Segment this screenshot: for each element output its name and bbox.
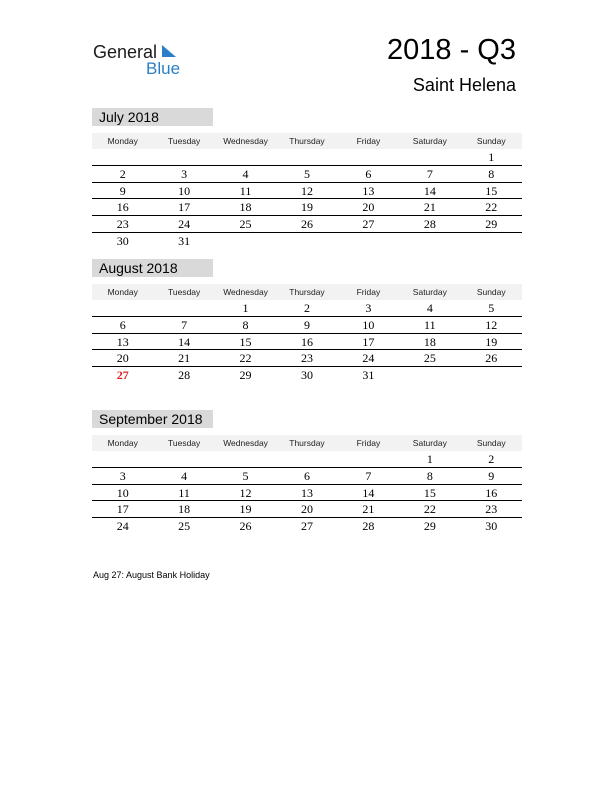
day-cell: 28 bbox=[178, 368, 191, 383]
empty-day-cell bbox=[153, 300, 214, 316]
empty-day-cell bbox=[92, 451, 153, 467]
day-cell: 3 bbox=[365, 301, 372, 315]
logo bbox=[93, 40, 193, 80]
day-cell: 5 bbox=[488, 301, 495, 315]
day-cell: 6 bbox=[119, 317, 126, 332]
day-cell: 20 bbox=[116, 351, 129, 366]
day-cell: 6 bbox=[365, 166, 372, 181]
day-cell: 21 bbox=[362, 502, 375, 517]
day-cell: 9 bbox=[303, 317, 310, 332]
month-august bbox=[92, 259, 522, 384]
day-cell: 4 bbox=[426, 301, 433, 315]
day-cell: 22 bbox=[485, 200, 498, 215]
empty-day-cell bbox=[338, 451, 399, 467]
empty-day-cell bbox=[153, 451, 214, 467]
weekday-tuesday: Tuesday bbox=[167, 136, 201, 146]
day-cell: 19 bbox=[485, 334, 498, 349]
day-cell: 27 bbox=[362, 217, 375, 232]
weekday-saturday: Saturday bbox=[412, 438, 447, 448]
weekday-wednesday: Wednesday bbox=[223, 438, 268, 448]
weekday-saturday: Saturday bbox=[412, 136, 447, 146]
empty-day-cell bbox=[215, 149, 276, 165]
day-cell: 8 bbox=[242, 317, 249, 332]
empty-day-cell bbox=[276, 149, 337, 165]
week-row bbox=[92, 183, 522, 200]
day-cell: 24 bbox=[178, 217, 191, 232]
day-cell: 30 bbox=[300, 368, 313, 383]
day-cell: 9 bbox=[119, 183, 126, 198]
day-cell: 20 bbox=[362, 200, 375, 215]
day-cell: 3 bbox=[181, 166, 188, 181]
day-cell: 31 bbox=[362, 368, 375, 383]
day-cell: 30 bbox=[485, 519, 498, 534]
day-cell: 13 bbox=[300, 485, 313, 500]
day-cell: 2 bbox=[303, 301, 310, 315]
weekday-thursday: Thursday bbox=[289, 287, 325, 297]
day-cell: 5 bbox=[242, 468, 249, 483]
empty-day-cell bbox=[276, 233, 337, 250]
day-cell: 25 bbox=[423, 351, 436, 366]
day-cell: 2 bbox=[119, 166, 126, 181]
month-label: September 2018 bbox=[92, 410, 213, 428]
day-cell: 12 bbox=[485, 317, 498, 332]
day-cell: 17 bbox=[116, 502, 129, 517]
weekday-header bbox=[92, 133, 522, 149]
day-cell: 26 bbox=[239, 519, 252, 534]
day-cell: 16 bbox=[300, 334, 313, 349]
empty-day-cell bbox=[276, 451, 337, 467]
logo-blue-text: Blue bbox=[146, 59, 181, 78]
day-cell: 18 bbox=[178, 502, 191, 517]
weekday-sunday: Sunday bbox=[476, 136, 506, 146]
day-cell: 29 bbox=[485, 217, 498, 232]
week-row bbox=[92, 485, 522, 502]
day-cell: 4 bbox=[242, 166, 249, 181]
weekday-wednesday: Wednesday bbox=[223, 287, 268, 297]
empty-day-cell bbox=[461, 233, 522, 250]
week-row bbox=[92, 334, 522, 351]
week-row bbox=[92, 501, 522, 518]
day-cell: 22 bbox=[239, 351, 252, 366]
day-cell: 13 bbox=[116, 334, 129, 349]
day-cell: 20 bbox=[300, 502, 313, 517]
week-row bbox=[92, 468, 522, 485]
day-cell: 29 bbox=[239, 368, 252, 383]
week-row bbox=[92, 350, 522, 367]
day-cell: 18 bbox=[423, 334, 436, 349]
empty-day-cell bbox=[153, 149, 214, 165]
day-cell: 17 bbox=[362, 334, 375, 349]
empty-day-cell bbox=[399, 367, 460, 384]
day-cell: 23 bbox=[485, 502, 498, 517]
day-cell: 10 bbox=[178, 183, 191, 198]
day-cell: 7 bbox=[426, 166, 433, 181]
page-subtitle: Saint Helena bbox=[412, 75, 516, 95]
day-cell: 25 bbox=[239, 217, 252, 232]
day-cell: 3 bbox=[119, 468, 126, 483]
day-cell: 7 bbox=[181, 317, 188, 332]
day-cell: 12 bbox=[300, 183, 313, 198]
day-cell: 10 bbox=[116, 485, 129, 500]
day-cell: 28 bbox=[362, 519, 375, 534]
day-cell: 1 bbox=[242, 301, 249, 315]
day-cell: 24 bbox=[362, 351, 375, 366]
weekday-thursday: Thursday bbox=[289, 136, 325, 146]
day-cell: 12 bbox=[239, 485, 252, 500]
day-cell: 13 bbox=[362, 183, 375, 198]
day-cell: 26 bbox=[300, 217, 313, 232]
day-cell: 8 bbox=[426, 468, 433, 483]
weekday-header bbox=[92, 435, 522, 451]
weekday-monday: Monday bbox=[107, 136, 138, 146]
day-cell: 14 bbox=[178, 334, 191, 349]
logo-general-text: General bbox=[93, 42, 158, 62]
month-july bbox=[92, 108, 522, 250]
week-row bbox=[92, 166, 522, 183]
empty-day-cell bbox=[338, 233, 399, 250]
empty-day-cell bbox=[215, 451, 276, 467]
week-row bbox=[92, 518, 522, 535]
day-cell: 15 bbox=[423, 485, 436, 500]
holiday-day-cell: 27 bbox=[116, 368, 129, 383]
day-cell: 17 bbox=[178, 200, 191, 215]
weekday-saturday: Saturday bbox=[412, 287, 447, 297]
empty-day-cell bbox=[215, 233, 276, 250]
weekday-tuesday: Tuesday bbox=[167, 287, 201, 297]
empty-day-cell bbox=[338, 149, 399, 165]
holiday-note: Aug 27: August Bank Holiday bbox=[93, 570, 210, 580]
month-label: July 2018 bbox=[92, 108, 213, 126]
day-cell: 14 bbox=[423, 183, 436, 198]
day-cell: 15 bbox=[485, 183, 498, 198]
weekday-friday: Friday bbox=[356, 438, 381, 448]
day-cell: 18 bbox=[239, 200, 252, 215]
day-cell: 1 bbox=[426, 452, 433, 466]
week-row bbox=[92, 199, 522, 216]
day-cell: 16 bbox=[116, 200, 129, 215]
day-cell: 24 bbox=[116, 519, 129, 534]
day-cell: 4 bbox=[181, 468, 188, 483]
day-cell: 8 bbox=[488, 166, 495, 181]
month-label: August 2018 bbox=[92, 259, 213, 277]
weekday-friday: Friday bbox=[356, 287, 381, 297]
weekday-thursday: Thursday bbox=[289, 438, 325, 448]
day-cell: 6 bbox=[303, 468, 310, 483]
day-cell: 30 bbox=[116, 233, 129, 248]
day-cell: 21 bbox=[423, 200, 436, 215]
logo-triangle-icon bbox=[162, 45, 176, 57]
week-row bbox=[92, 451, 522, 468]
day-cell: 19 bbox=[239, 502, 252, 517]
day-cell: 27 bbox=[300, 519, 313, 534]
weekday-tuesday: Tuesday bbox=[167, 438, 201, 448]
weekday-monday: Monday bbox=[107, 438, 138, 448]
empty-day-cell bbox=[92, 300, 153, 316]
day-cell: 19 bbox=[300, 200, 313, 215]
day-cell: 2 bbox=[488, 452, 495, 466]
day-cell: 31 bbox=[178, 233, 191, 248]
day-cell: 29 bbox=[423, 519, 436, 534]
day-cell: 22 bbox=[423, 502, 436, 517]
day-cell: 28 bbox=[423, 217, 436, 232]
empty-day-cell bbox=[92, 149, 153, 165]
weekday-sunday: Sunday bbox=[476, 287, 506, 297]
week-row bbox=[92, 233, 522, 250]
day-cell: 1 bbox=[488, 150, 495, 164]
month-september bbox=[92, 410, 522, 535]
day-cell: 15 bbox=[239, 334, 252, 349]
day-cell: 7 bbox=[365, 468, 372, 483]
day-cell: 14 bbox=[362, 485, 375, 500]
day-cell: 26 bbox=[485, 351, 498, 366]
week-row bbox=[92, 300, 522, 317]
weekday-header bbox=[92, 284, 522, 300]
page-title: 2018 - Q3 bbox=[387, 34, 516, 66]
weekday-monday: Monday bbox=[107, 287, 138, 297]
day-cell: 16 bbox=[485, 485, 498, 500]
day-cell: 21 bbox=[178, 351, 191, 366]
empty-day-cell bbox=[399, 149, 460, 165]
week-row bbox=[92, 367, 522, 384]
week-row bbox=[92, 149, 522, 166]
weekday-sunday: Sunday bbox=[476, 438, 506, 448]
week-row bbox=[92, 216, 522, 233]
empty-day-cell bbox=[461, 367, 522, 384]
day-cell: 11 bbox=[178, 485, 190, 500]
weekday-wednesday: Wednesday bbox=[223, 136, 268, 146]
day-cell: 25 bbox=[178, 519, 191, 534]
empty-day-cell bbox=[399, 233, 460, 250]
day-cell: 10 bbox=[362, 317, 375, 332]
day-cell: 9 bbox=[488, 468, 495, 483]
day-cell: 23 bbox=[300, 351, 313, 366]
day-cell: 23 bbox=[116, 217, 129, 232]
day-cell: 11 bbox=[424, 317, 436, 332]
week-row bbox=[92, 317, 522, 334]
day-cell: 5 bbox=[303, 166, 310, 181]
weekday-friday: Friday bbox=[356, 136, 381, 146]
day-cell: 11 bbox=[239, 183, 252, 198]
